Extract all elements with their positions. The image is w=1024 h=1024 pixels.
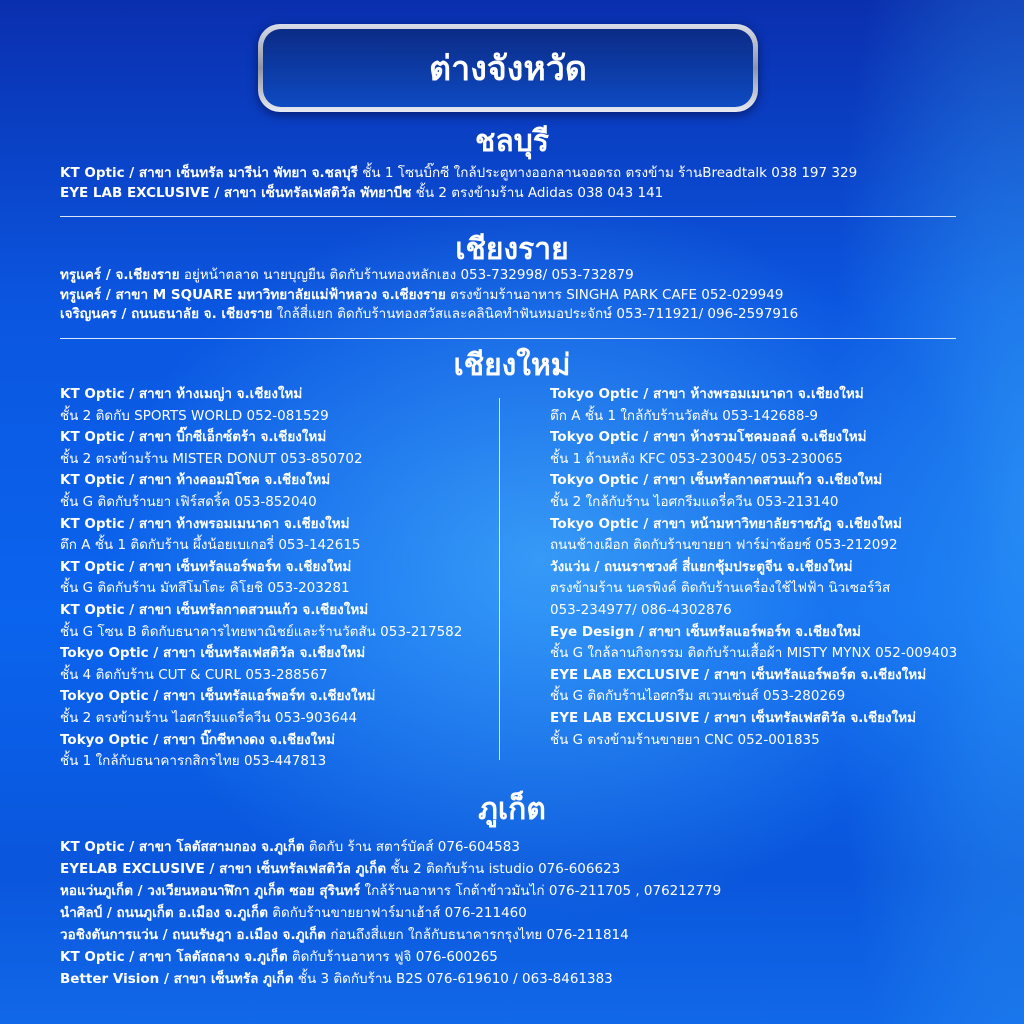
store-detail-line: ชั้น G ติดกับร้าน มัทสึโมโตะ คิโยชิ 053-203281 — [60, 580, 350, 597]
store-detail: ใกล้สี่แยก ติดกับร้านทองสวัสและคลินิคทำฟันหมอประจักษ์ 053-711921/ 096-2597916 — [272, 306, 799, 322]
store-name: นำศิลป์ / ถนนภูเก็ต อ.เมือง จ.ภูเก็ต — [60, 905, 268, 921]
column-divider — [499, 398, 500, 760]
store-name-line — [550, 427, 990, 449]
store-detail: ติดกับ ร้าน สตาร์บัคส์ 076-604583 — [304, 839, 520, 855]
store-name-line — [550, 557, 990, 579]
store-detail-line: ตึก A ชั้น 1 ใกล้กับร้านวัตสัน 053-142688-9 — [550, 407, 818, 424]
store-name: เจริญนคร / ถนนธนาลัย จ. เชียงราย — [60, 306, 273, 322]
store-line — [60, 836, 960, 858]
store-name: Tokyo Optic / สาขา เซ็นทรัลเฟสติวัล จ.เชียงใหม่ — [60, 645, 366, 662]
chiangmai-left-column — [60, 384, 500, 773]
store-line — [60, 880, 960, 902]
store-detail-line: ตึก A ชั้น 1 ติดกับร้าน ผึ้งน้อยเบเกอรี่ 053-142615 — [60, 537, 361, 554]
store-line — [60, 968, 960, 990]
phuket-list — [60, 836, 960, 990]
store-name-line — [550, 665, 990, 687]
store-name: Tokyo Optic / สาขา เซ็นทรัลกาดสวนแก้ว จ.เชียงใหม่ — [550, 472, 883, 489]
store-name: Better Vision / สาขา เซ็นทรัล ภูเก็ต — [60, 971, 294, 987]
store-line — [60, 266, 960, 286]
section-title-chiangrai: เชียงราย — [455, 232, 569, 267]
store-name-line — [550, 384, 990, 406]
store-line — [60, 184, 960, 204]
store-name-line — [60, 384, 500, 406]
store-detail: ตรงข้ามร้านอาหาร SINGHA PARK CAFE 052-029949 — [445, 286, 784, 303]
chonburi-list — [60, 164, 960, 203]
section-title-chiangmai: เชียงใหม่ — [453, 348, 571, 383]
store-name: หอแว่นภูเก็ต / วงเวียนหอนาฬิกา ภูเก็ต ซอย สุรินทร์ — [60, 883, 361, 899]
section-title-chonburi: ชลบุรี — [475, 124, 549, 159]
section-divider — [60, 338, 956, 339]
store-detail: ชั้น 1 โซนบิ๊กซี ใกล้ประตูทางออกลานจอดรถ ตรงข้าม ร้านBreadtalk 038 197 329 — [357, 165, 858, 181]
header-banner — [258, 24, 758, 112]
section-title-phuket: ภูเก็ต — [478, 792, 546, 827]
store-name-line — [60, 686, 500, 708]
store-detail: ติดกับร้านอาหาร ฟูจิ 076-600265 — [287, 949, 498, 965]
store-detail: ชั้น 2 ตรงข้ามร้าน Adidas 038 043 141 — [411, 184, 664, 201]
store-name: ทรูแคร์ / สาขา M SQUARE มหาวิทยาลัยแม่ฟ้าหลวง จ.เชียงราย — [60, 286, 446, 303]
store-name: Eye Design / สาขา เซ็นทรัลแอร์พอร์ท จ.เชียงใหม่ — [550, 623, 861, 640]
store-line — [60, 305, 960, 325]
store-detail-line: ชั้น G ตรงข้ามร้านขายยา CNC 052-001835 — [550, 731, 820, 748]
store-detail-line: ชั้น 2 ใกล้กับร้าน ไอศกรีมแดรี่ควีน 053-213140 — [550, 493, 839, 510]
store-name-line — [60, 514, 500, 536]
store-detail: ชั้น 3 ติดกับร้าน B2S 076-619610 / 063-8461383 — [293, 971, 613, 987]
store-name: KT Optic / สาขา เซ็นทรัล มารีน่า พัทยา จ.ชลบุรี — [60, 165, 358, 181]
store-detail-line: ตรงข้ามร้าน นครพิงค์ ติดกับร้านเครื่องใช้ไฟฟ้า นิวเซอร์วิส — [550, 580, 891, 597]
store-line — [60, 858, 960, 880]
store-name-line — [60, 643, 500, 665]
store-detail-line: ชั้น 2 ติดกับ SPORTS WORLD 052-081529 — [60, 407, 329, 424]
store-name-line — [550, 514, 990, 536]
store-name: Tokyo Optic / สาขา ห้างพรอมเมนาดา จ.เชียงใหม่ — [550, 386, 864, 402]
store-detail-line: ชั้น G โซน B ติดกับธนาคารไทยพาณิชย์และร้านวัตสัน 053-217582 — [60, 623, 463, 640]
store-name: KT Optic / สาขา เซ็นทรัลแอร์พอร์ท จ.เชียงใหม่ — [60, 558, 352, 575]
store-name: Tokyo Optic / สาขา บิ๊กซีหางดง จ.เชียงใหม่ — [60, 731, 336, 748]
store-name: EYE LAB EXCLUSIVE / สาขา เซ็นทรัลเฟสติวัล พัทยาบีช — [60, 184, 412, 201]
page-title: ต่างจังหวัด — [429, 49, 587, 89]
store-detail-line: ชั้น G ติดกับร้านยา เฟิร์สดริ้ค 053-852040 — [60, 493, 317, 510]
store-detail: ก่อนถึงสี่แยก ใกล้กับธนาคารกรุงไทย 076-211814 — [326, 927, 629, 943]
store-detail-line: 053-234977/ 086-4302876 — [550, 601, 732, 618]
store-line — [60, 902, 960, 924]
store-name: Tokyo Optic / สาขา ห้างรวมโชคมอลล์ จ.เชียงใหม่ — [550, 429, 867, 446]
store-name: วอชิงตันการแว่น / ถนนรัษฎา อ.เมือง จ.ภูเก็ต — [60, 927, 327, 943]
store-name: EYE LAB EXCLUSIVE / สาขา เซ็นทรัลเฟสติวัล จ.เชียงใหม่ — [550, 709, 917, 726]
store-name: KT Optic / สาขา บิ๊กซีเอ็กซ์ตร้า จ.เชียงใหม่ — [60, 429, 327, 446]
store-name-line — [550, 708, 990, 730]
store-name: EYE LAB EXCLUSIVE / สาขา เซ็นทรัลแอร์พอร์ต จ.เชียงใหม่ — [550, 666, 927, 683]
store-name: KT Optic / สาขา ห้างคอมมิโชค จ.เชียงใหม่ — [60, 472, 331, 489]
store-name: KT Optic / สาขา โลตัสสามกอง จ.ภูเก็ต — [60, 839, 305, 855]
store-detail-line: ชั้น 2 ตรงข้ามร้าน ไอศกรีมแดรี่ควีน 053-903644 — [60, 709, 358, 726]
store-detail-line: ชั้น 4 ติดกับร้าน CUT & CURL 053-288567 — [60, 666, 328, 683]
store-name-line — [550, 470, 990, 492]
store-detail: ใกล้ร้านอาหาร โกต้าข้าวมันไก่ 076-211705 , 076212779 — [360, 883, 722, 899]
section-divider — [60, 216, 956, 217]
store-name: EYELAB EXCLUSIVE / สาขา เซ็นทรัลเฟสติวัล ภูเก็ต — [60, 861, 387, 877]
store-name: KT Optic / สาขา โลตัสถลาง จ.ภูเก็ต — [60, 949, 288, 965]
store-name-line — [60, 470, 500, 492]
store-detail-line: ชั้น G ใกล้ลานกิจกรรม ติดกับร้านเสื้อผ้า MISTY MYNX 052-009403 — [550, 645, 958, 662]
store-detail: อยู่หน้าตลาด นายบุญยืน ติดกับร้านทองหลักเฮง 053-732998/ 053-732879 — [179, 267, 634, 283]
store-detail: ชั้น 2 ติดกับร้าน istudio 076-606623 — [386, 861, 621, 877]
store-name: KT Optic / สาขา เซ็นทรัลกาดสวนแก้ว จ.เชียงใหม่ — [60, 601, 369, 618]
store-name: วังแว่น / ถนนราชวงศ์ สี่แยกชุ้มประตูจีน จ.เชียงใหม่ — [550, 558, 853, 575]
store-name-line — [60, 427, 500, 449]
store-name-line — [550, 622, 990, 644]
chiangrai-list — [60, 266, 960, 325]
store-detail-line: ชั้น G ติดกับร้านไอศกรีม สเวนเซ่นส์ 053-280269 — [550, 688, 846, 705]
store-name-line — [60, 600, 500, 622]
store-name: ทรูแคร์ / จ.เชียงราย — [60, 267, 180, 283]
chiangmai-right-column — [550, 384, 990, 751]
store-name: Tokyo Optic / สาขา เซ็นทรัลแอร์พอร์ท จ.เชียงใหม่ — [60, 688, 376, 705]
header-banner-inner — [263, 29, 753, 107]
store-detail-line: ชั้น 1 ด้านหลัง KFC 053-230045/ 053-230065 — [550, 450, 843, 467]
store-name: Tokyo Optic / สาขา หน้ามหาวิทยาลัยราชภัฏ จ.เชียงใหม่ — [550, 515, 902, 532]
store-detail-line: ชั้น 1 ใกล้กับธนาคารกสิกรไทย 053-447813 — [60, 753, 327, 770]
store-name-line — [60, 730, 500, 752]
store-name: KT Optic / สาขา ห้างเมญ่า จ.เชียงใหม่ — [60, 386, 303, 402]
store-name: KT Optic / สาขา ห้างพรอมเมนาดา จ.เชียงใหม่ — [60, 515, 350, 532]
store-detail-line: ชั้น 2 ตรงข้ามร้าน MISTER DONUT 053-850702 — [60, 450, 363, 467]
store-line — [60, 946, 960, 968]
store-line — [60, 164, 960, 184]
store-line — [60, 286, 960, 306]
store-line — [60, 924, 960, 946]
store-detail-line: ถนนช้างเผือก ติดกับร้านขายยา ฟาร์ม่าช้อยซ์ 053-212092 — [550, 537, 898, 554]
store-detail: ติดกับร้านขายยาฟาร์มาเฮ้าส์ 076-211460 — [267, 905, 527, 921]
store-name-line — [60, 557, 500, 579]
